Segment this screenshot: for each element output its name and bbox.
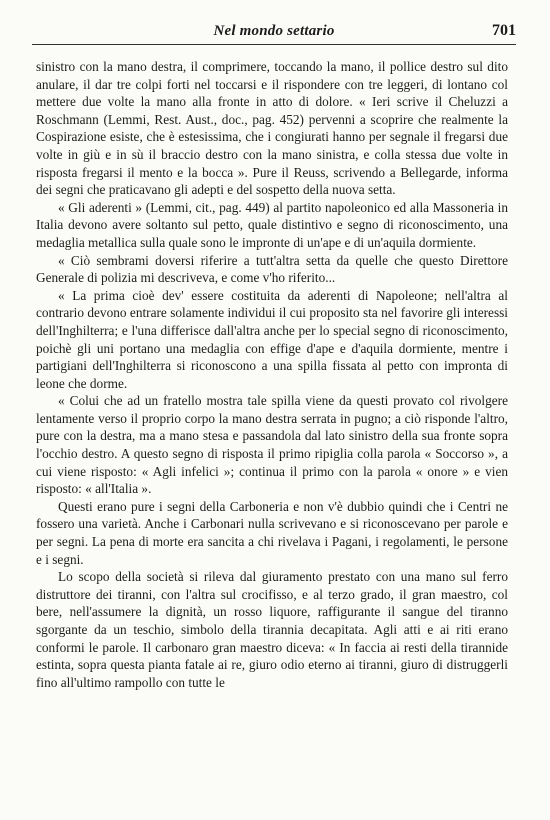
- paragraph: Lo scopo della società si rileva dal giuramento prestato con una mano sul ferro distruttore dei tiranni, con l'altra sul crocifisso, e al terzo grado, il gran maestro, col bere, nell'assumere la dignità, un rosso liquore, raffigurante il sangue del tiranno sgorgante da un teschio, simbolo della tirannia decapitata. Agli atti e ai riti erano conformi le parole. Il carbonaro gran maestro diceva: « In faccia ai resti della tirannide estinta, sopra questa pianta fatale ai re, giuro odio eterno ai tiranni, giuro di distruggerli fino all'ultimo rampollo con tutte le: [36, 569, 508, 690]
- paragraph: « Colui che ad un fratello mostra tale spilla viene da questi provato col rivolgere lentamente verso il proprio corpo la mano destra serrata in pugno; a ciò risponde l'altro, pure con la destra, ma a mano stesa e passandola dal lato sinistro della sua fronte sopra l'occhio destro. A questo segno di risposta il primo ripiglia colla parola « Soccorso », a cui viene risposto: « Agli infelici »; continua il primo con la parola « onore » e vien risposto: « all'Italia ».: [36, 393, 508, 497]
- paragraph: « Gli aderenti » (Lemmi, cit., pag. 449) al partito napoleonico ed alla Massoneria in Italia devono avere soltanto sul petto, quale distintivo e segno di riconoscimento, una medaglia metallica sulla quale sono le impronte di un'ape e di un'aquila dormiente.: [36, 199, 508, 250]
- running-title: Nel mondo settario: [213, 23, 335, 39]
- paragraph: « Ciò sembrami doversi riferire a tutt'altra setta da quelle che questo Direttore Generale di polizia mi descriveva, e come v'ho riferito...: [36, 252, 508, 286]
- page-header: [32, 22, 516, 45]
- paragraph: sinistro con la mano destra, il comprimere, toccando la mano, il pollice destro sul dito anulare, il dar tre colpi forti nel toccarsi e il rispondere con tre leggeri, di lontano col mettere due volte la mano alla fronte in atto di dolore. « Ieri scrive il Cheluzzi a Roschmann (Lemmi, Rest. Aust., doc., pag. 452) pervenni a scoprire che realmente la Cospirazione esiste, che è estesissima, che i congiurati hanno per segnale il fregarsi due volte in giù e in sù il braccio destro con la mano sinistra, e colla stessa due volte in risposta fregarsi il mento e la bocca ». Pure il Reuss, scrivendo a Bellegarde, informa dei segni che praticavano gli adepti e del sospetto della nuova setta.: [36, 59, 508, 198]
- page-number: 701: [492, 22, 516, 39]
- paragraph: « La prima cioè dev' essere costituita da aderenti di Napoleone; nell'altra al contrario devono entrare solamente individui il cui proposito sta nel favorire gli interessi dell'Inghilterra; e l'una differisce dall'altra anche per lo special segno di riconoscimento, poichè gli uni portano una medaglia con effige d'ape e d'aquila dormiente, mentre i partigiani dell'Inghilterra si riconoscono a una spilla fissata al petto con impronta di leone che dorme.: [36, 287, 508, 391]
- body-text: [36, 58, 508, 691]
- paragraph: Questi erano pure i segni della Carboneria e non v'è dubbio quindi che i Centri ne fossero una varietà. Anche i Carbonari nulla scrivevano e si riconoscevano per parole e per segni. La pena di morte era sancita a chi rivelava i Pagani, i regolamenti, le persone e i segni.: [36, 498, 508, 567]
